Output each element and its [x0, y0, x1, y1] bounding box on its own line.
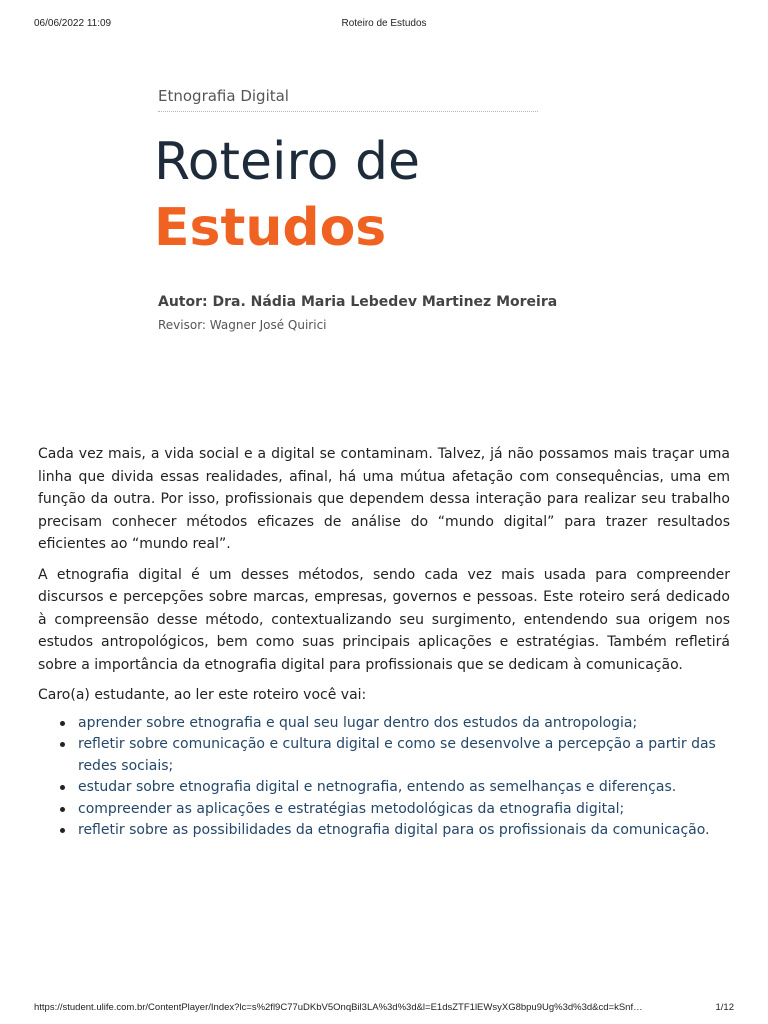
- page-title-line1: Roteiro de: [154, 132, 421, 192]
- print-url: https://student.ulife.com.br/ContentPlayer/Index?lc=s%2fl9C77uDKbV5OnqBil3LA%3d%3d&l=E1dsZTF1lEWsyXG8bpu9Ug%3d%3d&cd=kSnf…: [34, 1002, 643, 1013]
- print-doc-title: Roteiro de Estudos: [341, 18, 427, 29]
- list-item-text: refletir sobre as possibilidades da etnografia digital para os profissionais da comunicação.: [78, 822, 710, 838]
- print-footer: [34, 1002, 734, 1016]
- list-item: [38, 713, 730, 735]
- paragraph-2: A etnografia digital é um desses métodos, sendo cada vez mais usada para compreender discursos e percepções sobre marcas, empresas, governos e pessoas. Este roteiro será dedicado à compreensão desse método, contextualizando seu surgimento, entendendo sua origem nos estudos antropológicos, bem como suas principais aplicações e estratégias. Também refletirá sobre a importância da etnografia digital para profissionais que se dedicam à comunicação.: [38, 566, 730, 673]
- list-item-text: aprender sobre etnografia e qual seu lugar dentro dos estudos da antropologia;: [78, 714, 638, 731]
- bullet-icon: [60, 785, 65, 790]
- body-text: [38, 443, 730, 842]
- bullet-icon: [60, 828, 65, 833]
- list-item-text: compreender as aplicações e estratégias metodológicas da etnografia digital;: [78, 800, 625, 817]
- print-datetime: 06/06/2022 11:09: [34, 18, 112, 29]
- objectives-list: [38, 713, 730, 842]
- list-item: [38, 799, 730, 821]
- page-title-line2: Estudos: [154, 198, 387, 258]
- list-item: [38, 734, 730, 777]
- print-header: [34, 18, 734, 32]
- objectives-intro: Caro(a) estudante, ao ler este roteiro você vai:: [38, 687, 367, 703]
- bullet-icon: [60, 742, 65, 747]
- list-item-text: refletir sobre comunicação e cultura digital e como se desenvolve a percepção a partir das redes sociais;: [78, 736, 716, 774]
- author: Autor: Dra. Nádia Maria Lebedev Martinez Moreira: [158, 294, 558, 310]
- list-item-text: estudar sobre etnografia digital e netnografia, entendo as semelhanças e diferenças.: [78, 779, 677, 795]
- list-item: [38, 777, 730, 799]
- course-name: Etnografia Digital: [158, 87, 538, 112]
- page-number: 1/12: [715, 1002, 734, 1013]
- bullet-icon: [60, 807, 65, 812]
- reviser: Revisor: Wagner José Quirici: [158, 318, 327, 332]
- bullet-icon: [60, 721, 65, 726]
- paragraph-1: Cada vez mais, a vida social e a digital se contaminam. Talvez, já não possamos mais traçar uma linha que divida essas realidades, afinal, há uma mútua afetação com consequências, uma em função da outra. Por isso, profissionais que dependem dessa interação para realizar seu trabalho precisam conhecer métodos eficazes de análise do “mundo digital” para trazer resultados eficientes ao “mundo real”.: [38, 446, 730, 552]
- list-item: [38, 820, 730, 842]
